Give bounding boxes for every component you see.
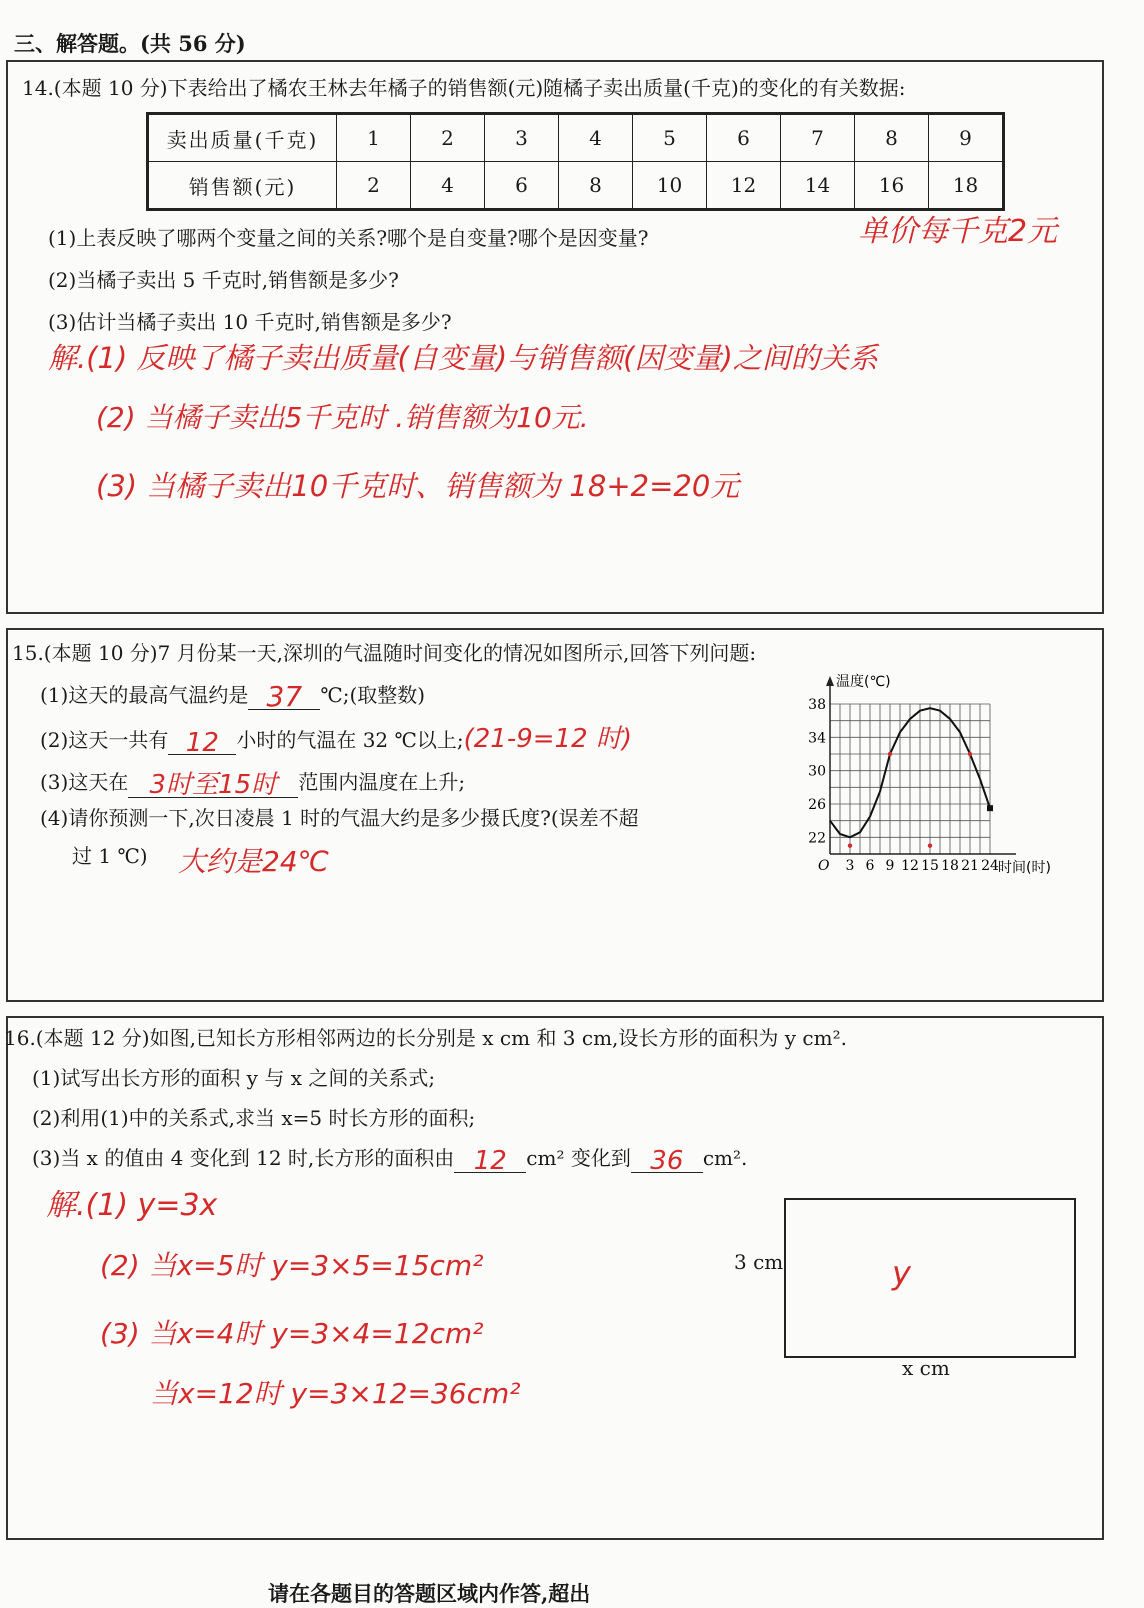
x-axis-label: 时间(时) — [998, 860, 1051, 876]
q15-blank3[interactable] — [128, 760, 298, 798]
q14-hw-note: 单价每千克2元 — [858, 214, 1058, 249]
table-row-mass — [148, 114, 1004, 162]
x-tick-label: 3 — [845, 858, 855, 874]
q15-part2 — [40, 718, 633, 758]
row-header-mass: 卖出质量(千克) — [148, 114, 337, 162]
rectangle-figure — [784, 1198, 1076, 1358]
sales-cell: 10 — [633, 162, 707, 210]
temperature-chart — [800, 668, 1090, 884]
x-tick-label: 21 — [961, 858, 979, 874]
q15-part1-text-b: ℃;(取整数) — [320, 683, 426, 707]
q16-part3 — [32, 1142, 748, 1176]
q16-part3-text-c: cm². — [702, 1146, 748, 1170]
mass-cell: 7 — [781, 114, 855, 162]
q14-title: 14.(本题 10 分)下表给出了橘农王林去年橘子的销售额(元)随橘子卖出质量(千克)的变化的有关数据: — [22, 76, 906, 100]
mass-cell: 2 — [411, 114, 485, 162]
y-tick-label: 38 — [808, 697, 826, 713]
q15-blank1[interactable] — [248, 676, 320, 713]
sales-cell: 8 — [559, 162, 633, 210]
q14-part2: (2)当橘子卖出 5 千克时,销售额是多少? — [48, 268, 399, 292]
section-title: 三、解答题。(共 56 分) — [14, 31, 246, 56]
q16-blank1[interactable] — [454, 1142, 526, 1176]
student-mark — [928, 843, 932, 847]
q16-hw-answer1: 解.(1) y=3x — [46, 1188, 218, 1223]
curve-endpoint — [987, 805, 993, 811]
q14-hw-answer3: (3) 当橘子卖出10千克时、销售额为 18+2=20元 — [96, 469, 740, 503]
sales-cell: 2 — [337, 162, 411, 210]
x-tick-label: 15 — [921, 858, 939, 874]
q15-hw-ans1: 37 — [266, 680, 303, 713]
sales-cell: 6 — [485, 162, 559, 210]
q15-part3-text-a: (3)这天在 — [40, 770, 129, 794]
q16-part1: (1)试写出长方形的面积 y 与 x 之间的关系式; — [32, 1066, 436, 1090]
table-row-sales — [148, 162, 1004, 210]
mass-cell: 8 — [855, 114, 929, 162]
student-mark — [968, 752, 972, 756]
q16-blank2[interactable] — [631, 1142, 703, 1176]
q15-title: 15.(本题 10 分)7 月份某一天,深圳的气温随时间变化的情况如图所示,回答下列问题: — [12, 641, 757, 665]
student-mark — [848, 843, 852, 847]
x-tick-label: 24 — [981, 858, 999, 874]
origin-label: O — [818, 858, 830, 874]
footer-note: 请在各题目的答题区域内作答,超出 — [268, 1581, 591, 1606]
q14-hw-answer2: (2) 当橘子卖出5千克时 .销售额为10元. — [96, 401, 589, 434]
x-tick-label: 6 — [865, 858, 875, 874]
x-tick-label: 9 — [885, 858, 895, 874]
q15-part4-cont: 过 1 ℃) — [72, 844, 148, 868]
q16-hw-answer2: (2) 当x=5时 y=3×5=15cm² — [100, 1249, 484, 1282]
q16-hw-blank1: 12 — [473, 1146, 507, 1176]
q15-hw-ans4: 大约是24℃ — [178, 845, 330, 878]
rect-bottom-label: x cm — [902, 1356, 950, 1380]
q15-part3-text-b: 范围内温度在上升; — [298, 770, 466, 794]
sales-cell: 16 — [855, 162, 929, 210]
x-tick-label: 18 — [941, 858, 959, 874]
y-tick-label: 30 — [808, 763, 826, 780]
student-mark — [888, 752, 892, 756]
mass-cell: 5 — [633, 114, 707, 162]
y-tick-label: 26 — [808, 797, 826, 813]
q15-part2-text-a: (2)这天一共有 — [40, 728, 169, 752]
q16-part2: (2)利用(1)中的关系式,求当 x=5 时长方形的面积; — [32, 1106, 476, 1130]
mass-cell: 6 — [707, 114, 781, 162]
q15-part2-text-b: 小时的气温在 32 ℃以上; — [236, 728, 464, 752]
y-tick-label: 34 — [808, 730, 826, 747]
q14-table — [146, 112, 1005, 211]
rect-side-label: 3 cm — [734, 1250, 784, 1274]
q15-hw-ans3: 3时至15时 — [149, 770, 278, 800]
sales-cell: 18 — [929, 162, 1004, 210]
sales-cell: 14 — [781, 162, 855, 210]
q16-part3-text-a: (3)当 x 的值由 4 变化到 12 时,长方形的面积由 — [32, 1146, 455, 1170]
q15-hw-ans2: 12 — [185, 728, 219, 758]
mass-cell: 1 — [337, 114, 411, 162]
q15-blank2[interactable] — [168, 724, 236, 758]
sales-cell: 4 — [411, 162, 485, 210]
q16-part3-text-b: cm² 变化到 — [526, 1146, 631, 1170]
q14-part3: (3)估计当橘子卖出 10 千克时,销售额是多少? — [48, 310, 452, 334]
x-tick-label: 12 — [901, 858, 919, 874]
y-axis-label: 温度(℃) — [836, 674, 891, 690]
q16-hw-answer3: (3) 当x=4时 y=3×4=12cm² — [100, 1317, 484, 1350]
q14-hw-answer1: 解.(1) 反映了橘子卖出质量(自变量)与销售额(因变量)之间的关系 — [48, 341, 878, 375]
mass-cell: 9 — [929, 114, 1004, 162]
mass-cell: 4 — [559, 114, 633, 162]
y-tick-label: 22 — [808, 830, 826, 847]
mass-cell: 3 — [485, 114, 559, 162]
q16-hw-answer4: 当x=12时 y=3×12=36cm² — [150, 1377, 521, 1410]
q15-part1 — [40, 676, 426, 713]
row-header-sales: 销售额(元) — [148, 162, 337, 210]
q15-hw-ans2-note: (21-9=12 时) — [463, 724, 633, 754]
q15-part3 — [40, 760, 465, 798]
q15-part1-text-a: (1)这天的最高气温约是 — [40, 683, 249, 707]
q16-title: 16.(本题 12 分)如图,已知长方形相邻两边的长分别是 x cm 和 3 cm,设长方形的面积为 y cm². — [4, 1026, 847, 1050]
y-axis-arrow — [826, 676, 834, 686]
q14-part1: (1)上表反映了哪两个变量之间的关系?哪个是自变量?哪个是因变量? — [48, 226, 649, 250]
q15-part4: (4)请你预测一下,次日凌晨 1 时的气温大约是多少摄氏度?(误差不超 — [40, 806, 639, 830]
rect-inside-label: y — [892, 1254, 911, 1292]
q16-hw-blank2: 36 — [650, 1146, 684, 1176]
sales-cell: 12 — [707, 162, 781, 210]
